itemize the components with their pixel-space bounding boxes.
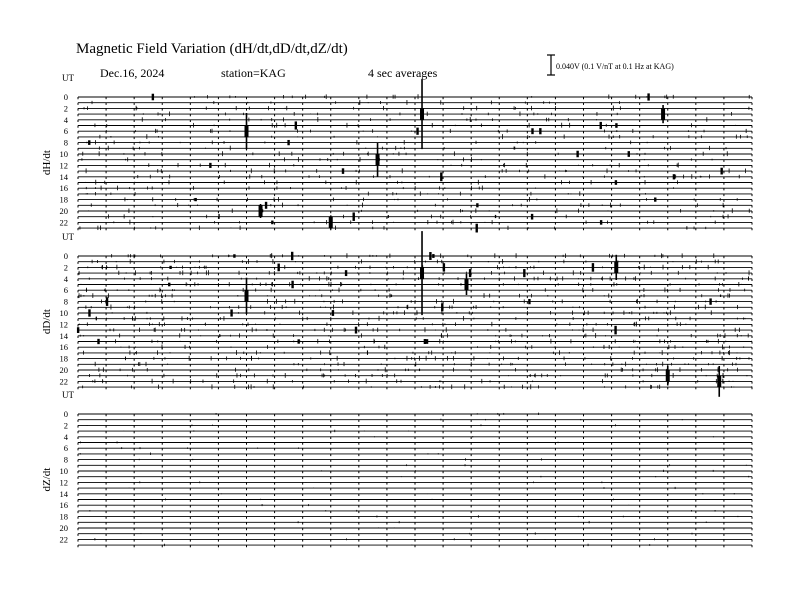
station-label: station=KAG [221,66,286,80]
trace-hour-23 [78,384,752,389]
burst [209,163,211,168]
trace-hour-15 [78,180,752,185]
panels-group [41,73,752,547]
burst [291,252,293,260]
burst [531,128,533,134]
trace-hour-4 [78,436,752,439]
spike-core [666,370,670,382]
trace-hour-9 [78,464,752,467]
spike-core [376,154,380,166]
trace-hour-13 [78,487,752,490]
trace-hour-20 [78,367,752,372]
trace-hour-19 [78,202,752,209]
burst [424,339,426,344]
scale-label: 0.040V (0.1 V/nT at 0.1 Hz at KAG) [556,62,674,71]
hour-label: 10 [59,466,68,476]
burst [271,221,273,225]
trace-hour-20 [78,208,752,213]
trace-hour-20 [78,527,752,530]
trace-hour-6 [78,128,752,135]
burst [469,269,471,277]
burst [88,309,90,316]
trace-hour-17 [78,191,752,196]
spike-core [245,290,249,302]
hour-label: 12 [59,319,68,330]
spike-core [717,375,721,387]
trace-hour-6 [78,288,752,293]
burst [345,270,347,276]
burst [426,339,428,344]
trace-hour-14 [78,172,752,181]
trace-hour-8 [78,140,752,145]
panel-ylabel: dH/dt [41,150,53,176]
trace-hour-0 [78,413,752,417]
spike-core [259,205,263,217]
hour-label: 10 [59,308,68,318]
trace-hour-9 [78,303,752,311]
hour-label: 2 [63,103,68,114]
hour-label: 16 [59,500,68,511]
burst [709,298,711,304]
ut-label: UT [62,232,74,242]
spike-core [614,261,618,273]
trace-hour-22 [78,379,752,384]
chart-title: Magnetic Field Variation (dH/dt,dD/dt,dZ/dt) [76,41,348,57]
hour-label: 14 [59,171,68,182]
trace-hour-6 [78,447,752,450]
trace-hour-19 [78,362,752,367]
spike-core [464,279,468,291]
burst [432,254,434,258]
burst [295,121,297,129]
hour-label: 20 [59,523,68,533]
burst [523,269,525,277]
burst [416,128,418,135]
trace-hour-7 [78,293,752,298]
burst [353,212,355,220]
hour-label: 2 [63,420,68,431]
hour-label: 18 [59,194,68,205]
trace-hour-2 [78,424,752,427]
trace-hour-12 [78,163,752,168]
burst [233,254,235,257]
hour-label: 0 [63,409,68,419]
trace-hour-13 [78,168,752,175]
trace-hour-3 [78,111,752,116]
burst [440,172,442,181]
trace-hour-11 [78,157,752,162]
trace-hour-7 [78,453,752,457]
date-label: Dec.16, 2024 [100,66,165,80]
trace-hour-16 [78,186,752,191]
trace-hour-18 [78,197,752,202]
trace-hour-17 [78,510,752,513]
burst [429,252,431,260]
ut-label: UT [62,73,74,83]
burst [528,299,530,304]
burst [332,310,334,316]
trace-hour-22 [78,220,752,225]
burst [77,327,79,333]
panel-ylabel: dD/dt [41,309,53,335]
hour-label: 20 [59,365,68,375]
trace-hour-16 [78,504,752,507]
trace-hour-3 [78,269,752,277]
trace-hour-22 [78,538,752,542]
trace-hour-3 [78,430,752,434]
burst [615,123,617,128]
spike-core [420,108,424,120]
burst [476,203,478,207]
hour-label: 8 [63,296,68,307]
panel-2 [41,231,752,397]
burst [576,151,578,157]
burst [720,168,722,175]
burst [539,128,541,134]
trace-hour-12 [78,481,752,484]
burst [168,283,170,287]
burst [600,122,602,129]
spike-core [420,267,424,279]
trace-hour-8 [78,458,752,462]
burst [654,197,656,201]
trace-hour-5 [78,281,752,288]
burst [277,264,279,272]
hour-label: 0 [63,251,68,261]
trace-hour-17 [78,350,752,355]
burst [592,263,594,272]
trace-hour-2 [78,263,752,272]
burst [297,339,299,343]
spike-core [661,108,665,120]
hour-label: 20 [59,206,68,216]
burst [614,326,616,335]
ut-label: UT [62,390,74,400]
trace-hour-12 [78,322,752,327]
trace-hour-21 [78,532,752,536]
hour-label: 14 [59,488,68,499]
hour-label: 18 [59,511,68,522]
burst [476,224,478,233]
hour-label: 16 [59,342,68,353]
trace-hour-23 [78,224,752,233]
burst [97,339,99,344]
trace-hour-5 [78,441,752,444]
trace-hour-1 [78,259,752,264]
trace-hour-9 [78,146,752,151]
trace-hour-19 [78,521,752,525]
burst [441,303,443,311]
trace-hour-1 [78,419,752,422]
hour-label: 10 [59,149,68,159]
hour-label: 0 [63,92,68,102]
hour-label: 22 [59,376,68,387]
burst [230,309,232,316]
hour-label: 4 [63,273,68,284]
hour-label: 16 [59,183,68,194]
trace-hour-4 [78,276,752,281]
burst [106,297,108,306]
trace-hour-2 [78,106,752,111]
hour-label: 4 [63,114,68,125]
hour-label: 6 [63,285,68,296]
hour-label: 14 [59,330,68,341]
averaging-label: 4 sec averages [368,66,438,80]
trace-hour-21 [78,373,752,378]
burst [342,168,344,174]
burst [291,281,293,288]
scale-bar [547,55,555,75]
burst [600,220,602,225]
trace-hour-0 [78,252,752,260]
hour-label: 18 [59,353,68,364]
trace-hour-13 [77,326,752,335]
burst [647,93,649,100]
trace-hour-11 [78,476,752,479]
hour-label: 22 [59,217,68,228]
trace-hour-15 [78,498,752,501]
burst [355,327,357,334]
panel-3 [41,390,752,547]
hour-label: 22 [59,534,68,545]
hour-label: 8 [63,137,68,148]
burst [169,266,171,269]
burst [152,94,154,101]
trace-hour-16 [78,344,752,349]
trace-hour-23 [78,544,752,548]
trace-hour-14 [78,493,752,496]
burst [265,202,267,209]
panel-ylabel: dZ/dt [41,467,53,492]
trace-hour-10 [78,309,752,316]
burst [673,174,675,179]
panel-1 [41,73,752,232]
trace-hour-0 [78,93,752,100]
trace-hour-4 [78,117,752,122]
burst [443,263,445,271]
trace-hour-15 [78,339,752,344]
burst [615,180,617,185]
trace-hour-21 [78,212,752,220]
burst [194,198,196,201]
trace-hour-7 [78,134,752,139]
hour-label: 4 [63,431,68,442]
hour-label: 8 [63,454,68,465]
hour-label: 12 [59,160,68,171]
spike-core [329,216,333,228]
burst [88,140,90,145]
trace-hour-10 [78,470,752,474]
trace-hour-5 [78,121,752,129]
trace-hour-8 [78,297,752,306]
trace-hour-11 [78,316,752,321]
trace-hour-18 [78,515,752,519]
burst [628,151,630,157]
hour-label: 12 [59,477,68,488]
hour-label: 2 [63,262,68,273]
hour-label: 6 [63,443,68,454]
burst [531,214,533,220]
burst [287,140,289,145]
trace-hour-1 [78,100,752,105]
spike-core [245,125,249,137]
trace-hour-10 [78,151,752,157]
trace-hour-14 [78,333,752,338]
trace-hour-18 [78,356,752,361]
hour-label: 6 [63,126,68,137]
